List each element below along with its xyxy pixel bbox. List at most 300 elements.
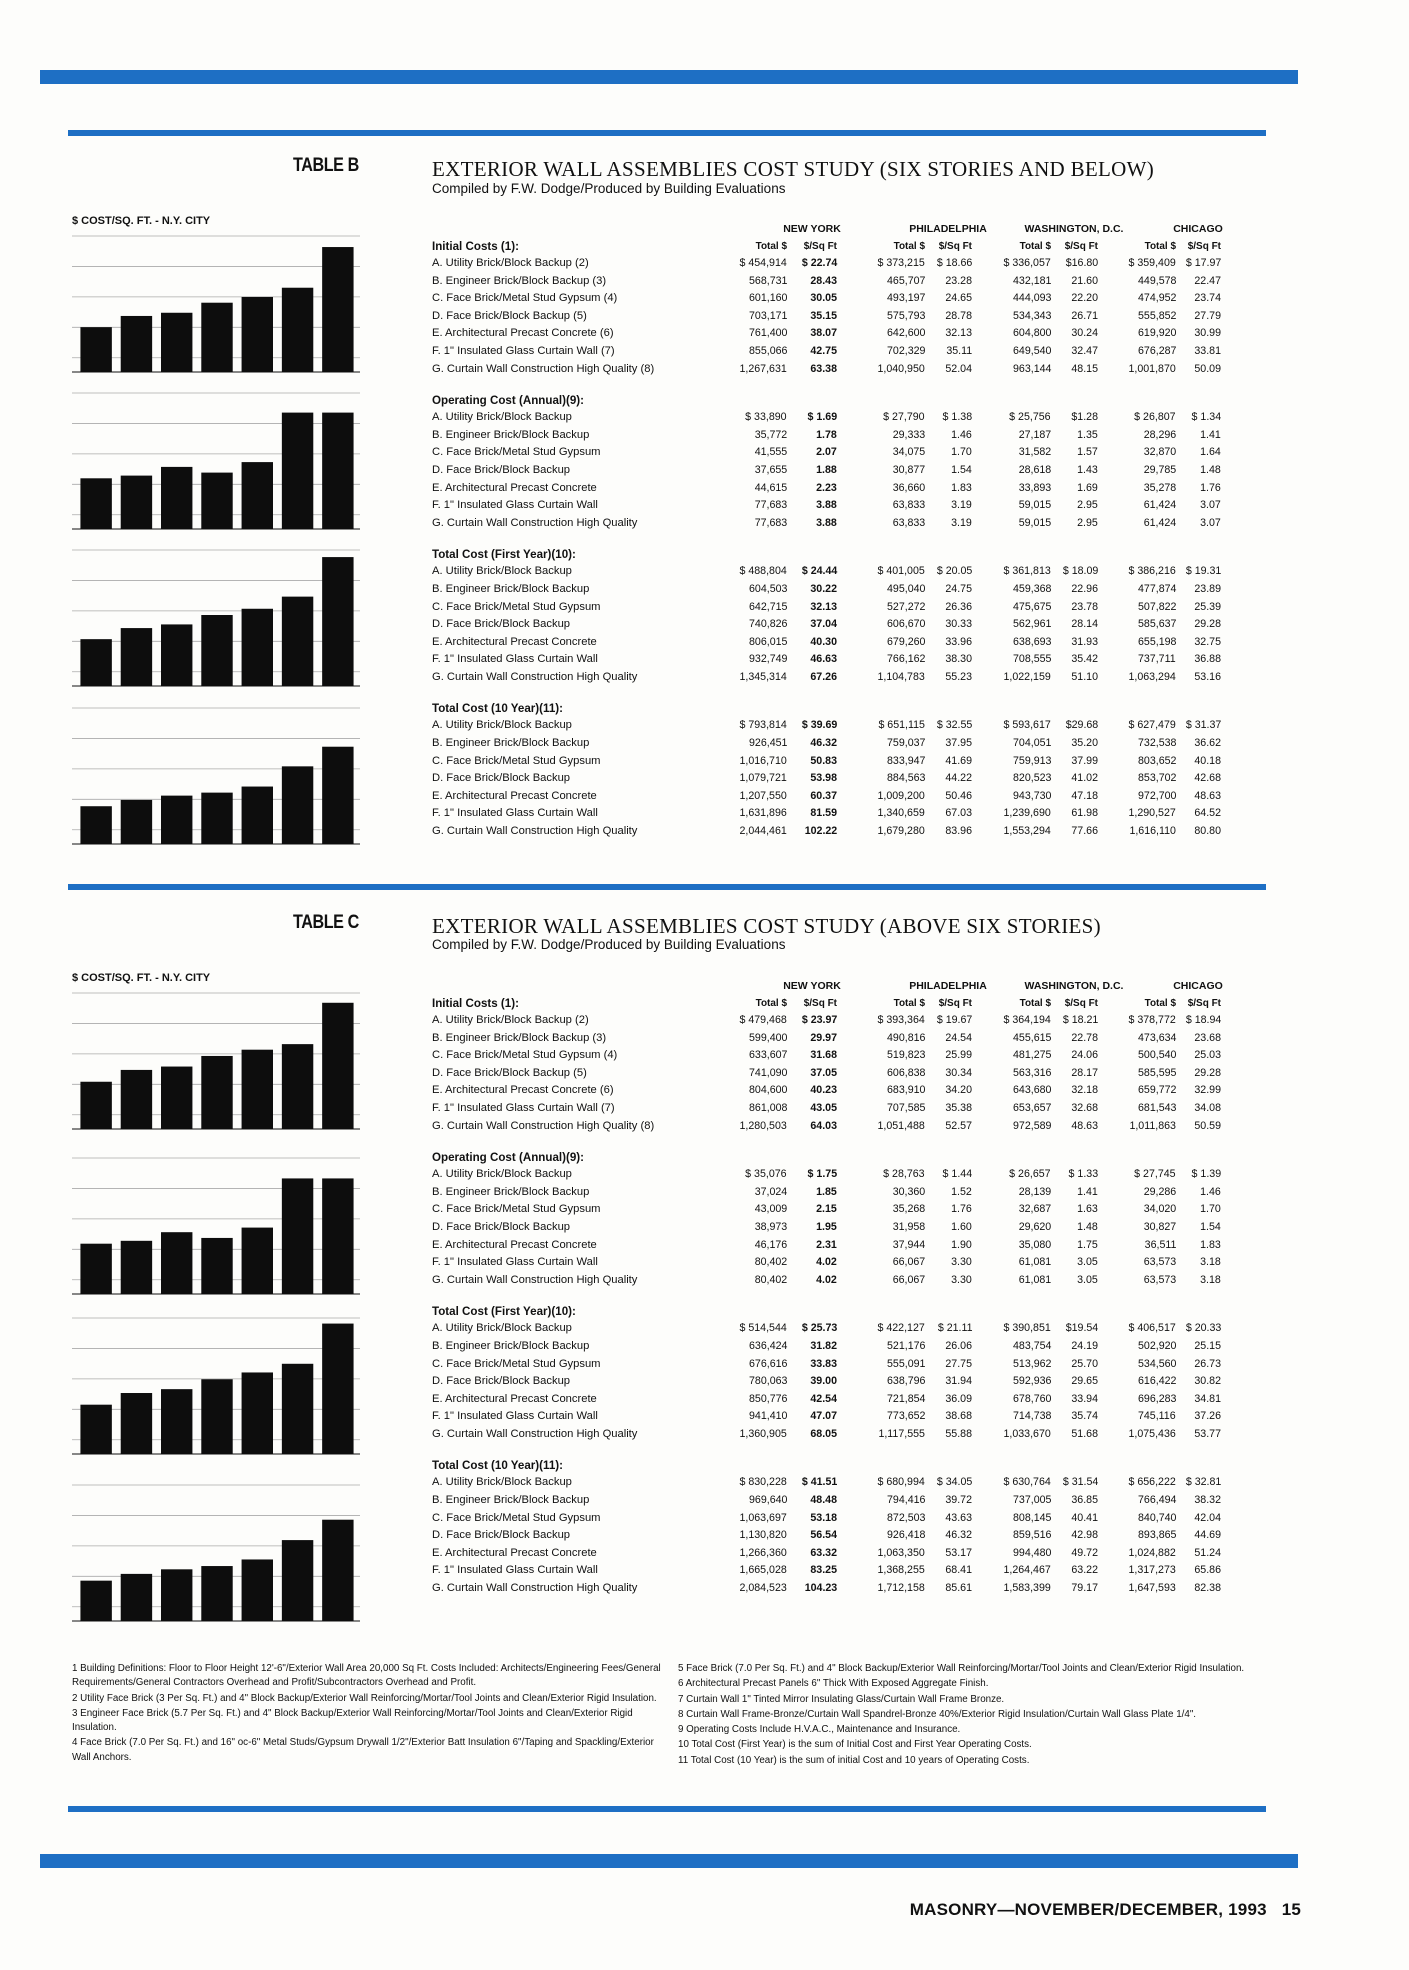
group-title [432,239,1266,256]
table-row [432,1374,1266,1392]
cost-per-sq-ft: 30.99 [1194,327,1221,340]
cost-per-sq-ft: 37.99 [1071,754,1098,767]
row-label: C. Face Brick/Metal Stud Gypsum [432,600,601,613]
cost-per-sq-ft: 81.59 [810,807,837,820]
total-dollars: 1,360,905 [739,1427,787,1440]
cost-per-sq-ft: 23.28 [945,274,972,287]
total-dollars: 33,893 [1018,481,1051,494]
total-dollars: $ 393,364 [877,1014,925,1026]
footnote: 11 Total Cost (10 Year) is the sum of initial Cost and 10 years of Operating Costs. [678,1754,1030,1766]
cost-per-sq-ft: 30.34 [945,1066,972,1079]
row-label: G. Curtain Wall Construction High Quality (8) [432,362,655,375]
chart-bar [121,476,152,529]
total-dollars: 585,637 [1137,618,1176,631]
cost-per-sq-ft: 1.70 [951,446,972,459]
total-dollars: 35,268 [892,1203,925,1216]
cost-per-sq-ft: 35.38 [945,1101,972,1114]
total-dollars: 2,044,461 [739,825,787,838]
city-header-row [432,223,1266,239]
cost-per-sq-ft: 34.20 [945,1084,972,1097]
column-heading: Total $ [1144,997,1176,1009]
total-dollars: 555,852 [1137,309,1176,322]
row-label: G. Curtain Wall Construction High Quality [432,825,638,838]
total-dollars: 444,093 [1012,292,1051,305]
row-label: B. Engineer Brick/Block Backup [432,737,590,750]
total-dollars: 808,145 [1012,1511,1051,1524]
row-label: F. 1" Insulated Glass Curtain Wall (7) [432,344,615,357]
table-row [432,1013,1266,1031]
row-label: A. Utility Brick/Block Backup [432,1322,572,1335]
table-row [432,1202,1266,1220]
cost-per-sq-ft: 4.02 [816,1256,837,1269]
table-row [432,481,1266,499]
cost-per-sq-ft: 52.57 [945,1119,972,1132]
table-row [432,736,1266,754]
total-dollars: 702,329 [886,344,925,357]
cost-per-sq-ft: 30.22 [810,582,837,595]
total-dollars: $ 373,215 [877,257,925,269]
total-dollars: 474,952 [1137,292,1176,305]
row-label: G. Curtain Wall Construction High Quality [432,1273,638,1286]
table-row [432,291,1266,309]
cost-per-sq-ft: 83.25 [810,1564,837,1577]
row-label: F. 1" Insulated Glass Curtain Wall [432,1410,598,1423]
group-spacer [432,687,1266,701]
total-dollars: $ 479,468 [739,1014,787,1026]
cost-per-sq-ft: $ 19.67 [936,1014,972,1026]
total-dollars: 619,920 [1137,327,1176,340]
table-row [432,445,1266,463]
chart-bar [282,1364,313,1454]
total-dollars: 29,620 [1018,1220,1051,1233]
total-dollars: $ 390,851 [1003,1322,1051,1335]
total-dollars: 1,011,863 [1129,1119,1176,1132]
row-label: A. Utility Brick/Block Backup [432,565,572,578]
table-row [432,582,1266,600]
row-label: D. Face Brick/Block Backup (5) [432,309,587,322]
chart-bar [121,1393,152,1454]
total-dollars: 794,416 [886,1494,925,1507]
bar-chart-svg [68,542,364,692]
bar-chart-svg [68,1477,364,1627]
row-label: A. Utility Brick/Block Backup [432,1476,572,1489]
cost-per-sq-ft: 47.07 [810,1410,837,1423]
total-dollars: 1,647,593 [1128,1582,1176,1595]
cost-per-sq-ft: $ 24.44 [801,565,837,578]
table-row [432,564,1266,582]
table-b-chart-ten-year [68,700,364,850]
cost-per-sq-ft: 23.74 [1194,292,1221,305]
total-dollars: 780,063 [748,1375,787,1388]
cost-per-sq-ft: 1.57 [1077,446,1098,459]
cost-per-sq-ft: 1.83 [951,481,972,494]
footnote: 7 Curtain Wall 1" Tinted Mirror Insulating Glass/Curtain Wall Frame Bronze. [678,1693,1005,1705]
total-dollars: 432,181 [1012,274,1051,287]
group-title-text: Operating Cost (Annual)(9): [432,394,584,408]
total-dollars: 477,874 [1137,582,1176,595]
cost-per-sq-ft: 79.17 [1071,1582,1098,1595]
footnote: 1 Building Definitions: Floor to Floor Height 12'-6"/Exterior Wall Area 20,000 Sq Ft. Costs Included: Architects/Engineering Fees/General Requirements/General Contractors Overhead and Profit/Subcontractors Overhead and Profit. [72,1663,661,1689]
cost-per-sq-ft: 35.11 [946,344,972,357]
cost-per-sq-ft: $1.28 [1071,411,1098,424]
cost-per-sq-ft: $19.54 [1065,1322,1098,1335]
total-dollars: 1,665,028 [739,1564,787,1577]
footnote: 2 Utility Face Brick (3 Per Sq. Ft.) and 4" Block Backup/Exterior Wall Reinforcing/Mortar/Tool Joints and Clean/Exterior Rigid Insulation. [72,1692,657,1704]
total-dollars: 1,033,670 [1003,1427,1051,1440]
cost-per-sq-ft: 32.47 [1071,344,1098,357]
cost-per-sq-ft: 4.02 [816,1273,837,1286]
total-dollars: 820,523 [1012,772,1051,785]
cost-per-sq-ft: 67.26 [810,670,837,683]
total-dollars: 1,616,110 [1129,825,1176,838]
chart-bar [322,1178,353,1294]
total-dollars: 633,607 [748,1049,787,1062]
cost-per-sq-ft: 3.30 [951,1256,972,1269]
table-row [432,1339,1266,1357]
total-dollars: 534,560 [1137,1357,1176,1370]
total-dollars: $ 656,222 [1128,1476,1176,1489]
cost-per-sq-ft: 34.81 [1194,1392,1221,1405]
cost-per-sq-ft: $ 20.33 [1185,1322,1221,1335]
row-label: E. Architectural Precast Concrete (6) [432,1084,614,1097]
cost-per-sq-ft: 1.48 [1077,1220,1098,1233]
total-dollars: $ 488,804 [739,565,787,578]
total-dollars: 1,001,870 [1128,362,1176,375]
total-dollars: 32,870 [1143,446,1176,459]
total-dollars: $ 35,076 [745,1168,787,1181]
cost-per-sq-ft: 50.59 [1194,1119,1221,1132]
chart-bar [161,796,192,844]
table-row [432,1238,1266,1256]
chart-bar [80,478,111,529]
total-dollars: $ 454,914 [739,257,787,269]
total-dollars: 737,711 [1138,653,1176,666]
cost-per-sq-ft: 37.95 [945,737,972,750]
total-dollars: 1,207,550 [739,789,787,802]
cost-per-sq-ft: 42.98 [1071,1529,1098,1542]
total-dollars: 59,015 [1018,499,1051,512]
total-dollars: $ 26,657 [1009,1168,1051,1181]
cost-per-sq-ft: 25.39 [1194,600,1221,613]
chart-bar [80,1405,111,1454]
column-heading: $/Sq Ft [803,997,837,1009]
chart-bar [161,1389,192,1454]
city-name: WASHINGTON, D.C. [1024,980,1124,992]
cost-per-sq-ft: 53.77 [1194,1427,1221,1440]
city-name: PHILADELPHIA [909,223,987,235]
total-dollars: $ 25,756 [1009,411,1051,424]
total-dollars: 601,160 [748,292,787,305]
row-label: E. Architectural Precast Concrete [432,789,597,802]
table-row [432,1321,1266,1339]
total-dollars: 599,400 [748,1031,787,1044]
total-dollars: 941,410 [748,1410,787,1423]
total-dollars: 1,583,399 [1003,1582,1051,1595]
cost-per-sq-ft: 50.09 [1194,362,1221,375]
total-dollars: 77,683 [754,516,787,529]
row-label: G. Curtain Wall Construction High Quality [432,1582,638,1595]
total-dollars: 475,675 [1012,600,1051,613]
chart-bar [161,624,192,686]
cost-per-sq-ft: 38.30 [945,653,972,666]
cost-per-sq-ft: $16.80 [1065,257,1098,269]
cost-per-sq-ft: 85.61 [945,1582,972,1595]
row-label: B. Engineer Brick/Block Backup [432,1185,590,1198]
total-dollars: 28,139 [1018,1185,1051,1198]
total-dollars: 855,066 [748,344,787,357]
chart-bar [80,1581,111,1621]
chart-bar [161,1232,192,1294]
table-row [432,326,1266,344]
total-dollars: 721,854 [886,1392,925,1405]
cost-per-sq-ft: 1.78 [816,428,837,441]
footnote: 9 Operating Costs Include H.V.A.C., Maintenance and Insurance. [678,1724,961,1736]
cost-per-sq-ft: 83.96 [945,825,972,838]
total-dollars: 804,600 [748,1084,787,1097]
cost-per-sq-ft: 64.52 [1194,807,1221,820]
total-dollars: 575,793 [886,309,925,322]
cost-per-sq-ft: 3.19 [951,499,972,512]
table-b-top-rule [68,130,1266,136]
total-dollars: 893,865 [1137,1529,1176,1542]
row-label: F. 1" Insulated Glass Curtain Wall [432,1564,598,1577]
cost-per-sq-ft: $29.68 [1065,719,1098,732]
cost-per-sq-ft: $ 22.74 [801,257,837,269]
total-dollars: 59,015 [1018,516,1051,529]
chart-bar [80,1244,111,1294]
row-label: G. Curtain Wall Construction High Quality [432,516,638,529]
cost-per-sq-ft: 55.23 [945,670,972,683]
chart-bar [282,766,313,844]
row-label: D. Face Brick/Block Backup [432,618,571,631]
row-label: F. 1" Insulated Glass Curtain Wall [432,1256,598,1269]
chart-bar [322,557,353,686]
cost-per-sq-ft: 48.63 [1071,1119,1098,1132]
total-dollars: 38,973 [754,1220,787,1233]
cost-per-sq-ft: 104.23 [804,1582,837,1595]
group-title [432,1458,1266,1475]
cost-per-sq-ft: 3.88 [816,516,837,529]
row-label: B. Engineer Brick/Block Backup (3) [432,1031,607,1044]
row-label: B. Engineer Brick/Block Backup [432,582,590,595]
total-dollars: 459,368 [1012,582,1051,595]
cost-per-sq-ft: 3.18 [1200,1256,1221,1269]
total-dollars: 963,144 [1012,362,1051,375]
cost-per-sq-ft: $ 1.44 [942,1168,972,1181]
total-dollars: 649,540 [1012,344,1051,357]
cost-per-sq-ft: 1.76 [951,1203,972,1216]
total-dollars: 1,267,631 [739,362,787,375]
row-label: E. Architectural Precast Concrete (6) [432,327,614,340]
cost-per-sq-ft: 21.60 [1071,274,1098,287]
table-row [432,670,1266,688]
total-dollars: 642,600 [886,327,925,340]
row-label: E. Architectural Precast Concrete [432,1392,597,1405]
cost-per-sq-ft: 1.69 [1077,481,1098,494]
table-row [432,1119,1266,1137]
cost-per-sq-ft: 32.13 [945,327,972,340]
cost-per-sq-ft: 31.93 [1071,635,1098,648]
total-dollars: 1,075,436 [1128,1427,1176,1440]
cost-per-sq-ft: 77.66 [1071,825,1098,838]
row-label: D. Face Brick/Block Backup [432,463,571,476]
total-dollars: 679,260 [886,635,925,648]
total-dollars: 455,615 [1012,1031,1051,1044]
column-heading: $/Sq Ft [1064,240,1098,252]
total-dollars: $ 26,807 [1134,411,1176,424]
table-b-chart-label: $ COST/SQ. FT. - N.Y. CITY [72,215,211,227]
cost-per-sq-ft: 44.22 [945,772,972,785]
row-label: E. Architectural Precast Concrete [432,481,597,494]
chart-bar [121,316,152,372]
page-footer [910,1900,1301,1920]
cost-per-sq-ft: 24.06 [1071,1049,1098,1062]
table-row [432,344,1266,362]
row-label: G. Curtain Wall Construction High Quality (8) [432,1119,655,1132]
cost-per-sq-ft: 38.68 [945,1410,972,1423]
cost-per-sq-ft: 1.46 [951,428,972,441]
total-dollars: $ 680,994 [877,1476,925,1489]
cost-per-sq-ft: 53.16 [1194,670,1221,683]
total-dollars: 61,424 [1143,499,1176,512]
cost-per-sq-ft: 50.83 [810,754,837,767]
cost-per-sq-ft: 33.83 [810,1357,837,1370]
total-dollars: 1,280,503 [739,1119,787,1132]
table-row [432,1048,1266,1066]
total-dollars: 833,947 [886,754,925,767]
total-dollars: 872,503 [886,1511,925,1524]
total-dollars: 562,961 [1012,618,1051,631]
cost-per-sq-ft: 28.43 [810,274,837,287]
total-dollars: 1,051,488 [877,1119,925,1132]
total-dollars: 745,116 [1138,1410,1176,1423]
cost-per-sq-ft: 1.35 [1077,428,1098,441]
cost-per-sq-ft: 22.96 [1071,582,1098,595]
total-dollars: 707,585 [886,1101,925,1114]
cost-per-sq-ft: 68.05 [810,1427,837,1440]
total-dollars: 502,920 [1137,1339,1176,1352]
total-dollars: 1,016,710 [739,754,787,767]
row-label: F. 1" Insulated Glass Curtain Wall (7) [432,1101,615,1114]
footnote: 8 Curtain Wall Frame-Bronze/Curtain Wall Spandrel-Bronze 40%/Exterior Rigid Insulation/Curtain Wall Glass Plate 1/4". [678,1708,1197,1720]
cost-per-sq-ft: 33.81 [1194,344,1221,357]
cost-per-sq-ft: 43.63 [945,1511,972,1524]
cost-per-sq-ft: 1.70 [1200,1203,1221,1216]
cost-per-sq-ft: 53.98 [810,772,837,785]
total-dollars: 714,738 [1012,1410,1051,1423]
cost-per-sq-ft: 22.78 [1071,1031,1098,1044]
cost-per-sq-ft: 40.41 [1071,1511,1098,1524]
cost-per-sq-ft: 25.15 [1194,1339,1221,1352]
total-dollars: 1,290,527 [1128,807,1176,820]
cost-per-sq-ft: 42.54 [810,1392,837,1405]
total-dollars: 507,822 [1137,600,1176,613]
cost-per-sq-ft: 30.05 [810,292,837,305]
chart-bar [322,247,353,372]
cost-per-sq-ft: 30.33 [945,618,972,631]
total-dollars: 678,760 [1012,1392,1051,1405]
total-dollars: 534,343 [1012,309,1051,322]
chart-bar [322,1003,353,1129]
footnotes-right [678,1662,1278,1769]
table-row [432,1101,1266,1119]
table-row [432,806,1266,824]
column-heading: $/Sq Ft [803,240,837,252]
table-row [432,463,1266,481]
cost-per-sq-ft: 22.20 [1071,292,1098,305]
column-heading: $/Sq Ft [938,997,972,1009]
total-dollars: 1,040,950 [877,362,925,375]
column-heading: Total $ [893,240,925,252]
total-dollars: 29,286 [1143,1185,1176,1198]
page-number: 15 [1281,1900,1301,1919]
total-dollars: 585,595 [1137,1066,1176,1079]
table-c-bottom-rule [68,1806,1266,1812]
cost-per-sq-ft: 24.54 [945,1031,972,1044]
cost-per-sq-ft: $ 1.75 [807,1168,837,1181]
cost-per-sq-ft: 64.03 [810,1119,837,1132]
cost-per-sq-ft: $ 1.33 [1068,1168,1098,1181]
chart-bar [242,462,273,529]
total-dollars: 63,833 [892,499,925,512]
table-c-subtitle: Compiled by F.W. Dodge/Produced by Building Evaluations [432,937,786,952]
cost-per-sq-ft: 24.75 [945,582,972,595]
total-dollars: 853,702 [1137,772,1176,785]
cost-per-sq-ft: 29.65 [1071,1375,1098,1388]
cost-per-sq-ft: 26.73 [1194,1357,1221,1370]
cost-per-sq-ft: 26.36 [945,600,972,613]
column-heading: Total $ [1019,997,1051,1009]
table-row [432,1083,1266,1101]
cost-per-sq-ft: 52.04 [945,362,972,375]
cost-per-sq-ft: 1.54 [951,463,972,476]
cost-per-sq-ft: 25.03 [1194,1049,1221,1062]
cost-per-sq-ft: 48.15 [1071,362,1098,375]
group-title-text: Total Cost (10 Year)(11): [432,1459,564,1473]
cost-per-sq-ft: 2.15 [816,1203,837,1216]
row-label: D. Face Brick/Block Backup [432,1375,571,1388]
cost-per-sq-ft: 23.68 [1194,1031,1221,1044]
table-row [432,1511,1266,1529]
footnote: 5 Face Brick (7.0 Per Sq. Ft.) and 4" Block Backup/Exterior Wall Reinforcing/Mortar/Tool Joints and Clean/Exterior Rigid Insulation. [678,1663,1245,1674]
total-dollars: 1,022,159 [1003,670,1051,683]
cost-per-sq-ft: 35.15 [810,309,837,322]
table-c-chart-first-year [68,1310,364,1460]
table-b-grid [432,223,1266,842]
total-dollars: 683,910 [886,1084,925,1097]
cost-per-sq-ft: 32.13 [810,600,837,613]
total-dollars: 449,578 [1137,274,1176,287]
chart-bar [161,1569,192,1621]
total-dollars: 1,264,467 [1003,1564,1051,1577]
top-blue-bar [40,70,1298,84]
total-dollars: 859,516 [1012,1529,1051,1542]
column-heading: Total $ [755,997,787,1009]
total-dollars: 616,422 [1137,1375,1176,1388]
cost-per-sq-ft: 46.32 [945,1529,972,1542]
table-row [432,1475,1266,1493]
cost-per-sq-ft: 67.03 [945,807,972,820]
total-dollars: 676,616 [748,1357,787,1370]
total-dollars: 740,826 [748,618,787,631]
cost-per-sq-ft: 32.99 [1194,1084,1221,1097]
table-row [432,718,1266,736]
total-dollars: 1,104,783 [877,670,925,683]
total-dollars: 1,368,255 [877,1564,925,1577]
total-dollars: 31,582 [1018,446,1051,459]
chart-bar [322,1520,353,1621]
cost-per-sq-ft: 102.22 [804,825,837,838]
